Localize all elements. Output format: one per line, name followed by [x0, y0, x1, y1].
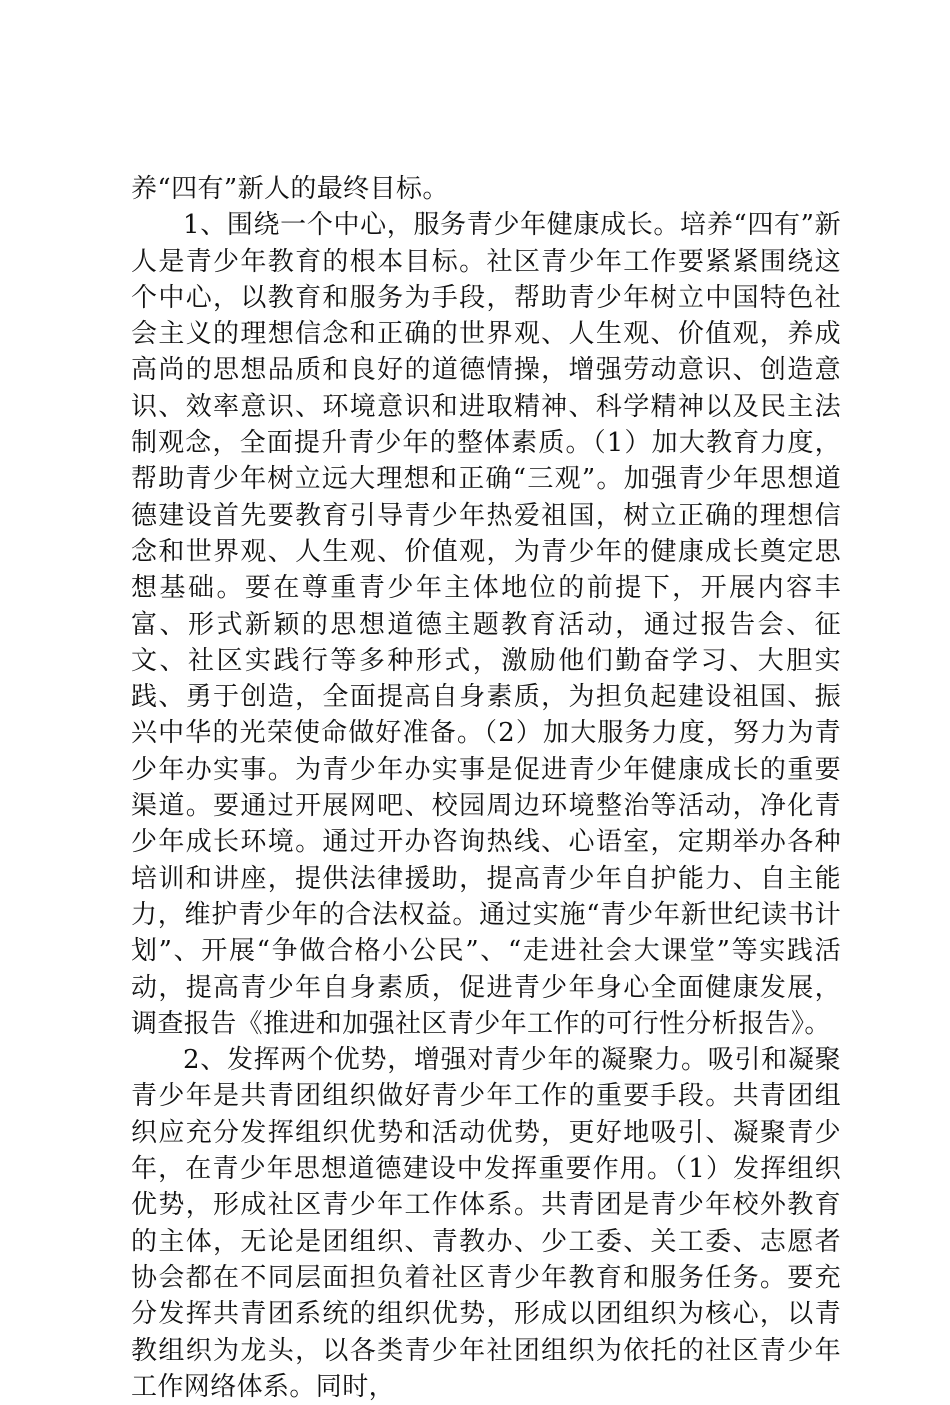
document-body [131, 171, 841, 1405]
paragraph-point-1: 1、围绕一个中心，服务青少年健康成长。培养“四有”新人是青少年教育的根本目标。社区青少年工作要紧紧围绕这个中心，以教育和服务为手段，帮助青少年树立中国特色社会主义的理想信念和正确的世界观、人生观、价值观，养成高尚的思想品质和良好的道德情操，增强劳动意识、创造意识、效率意识、环境意识和进取精神、科学精神以及民主法制观念，全面提升青少年的整体素质。（1）加大教育力度，帮助青少年树立远大理想和正确“三观”。加强青少年思想道德建设首先要教育引导青少年热爱祖国，树立正确的理想信念和世界观、人生观、价值观，为青少年的健康成长奠定思想基础。要在尊重青少年主体地位的前提下，开展内容丰富、形式新颖的思想道德主题教育活动，通过报告会、征文、社区实践行等多种形式，激励他们勤奋学习、大胆实践、勇于创造，全面提高自身素质，为担负起建设祖国、振兴中华的光荣使命做好准备。（2）加大服务力度，努力为青少年办实事。为青少年办实事是促进青少年健康成长的重要渠道。要通过开展网吧、校园周边环境整治等活动，净化青少年成长环境。通过开办咨询热线、心语室，定期举办各种培训和讲座，提供法律援助，提高青少年自护能力、自主能力，维护青少年的合法权益。通过实施“青少年新世纪读书计划”、开展“争做合格小公民”、“走进社会大课堂”等实践活动，提高青少年自身素质，促进青少年身心全面健康发展，调查报告《推进和加强社区青少年工作的可行性分析报告》。 [131, 210, 841, 1039]
paragraph-point-2: 2、发挥两个优势，增强对青少年的凝聚力。吸引和凝聚青少年是共青团组织做好青少年工作的重要手段。共青团组织应充分发挥组织优势和活动优势，更好地吸引、凝聚青少年，在青少年思想道德建设中发挥重要作用。（1）发挥组织优势，形成社区青少年工作体系。共青团是青少年校外教育的主体，无论是团组织、青教办、少工委、关工委、志愿者协会都在不同层面担负着社区青少年教育和服务任务。要充分发挥共青团系统的组织优势，形成以团组织为核心，以青教组织为龙头，以各类青少年社团组织为依托的社区青少年工作网络体系。同时， [131, 1045, 841, 1402]
paragraph-continuation: 养“四有”新人的最终目标。 [131, 174, 449, 204]
